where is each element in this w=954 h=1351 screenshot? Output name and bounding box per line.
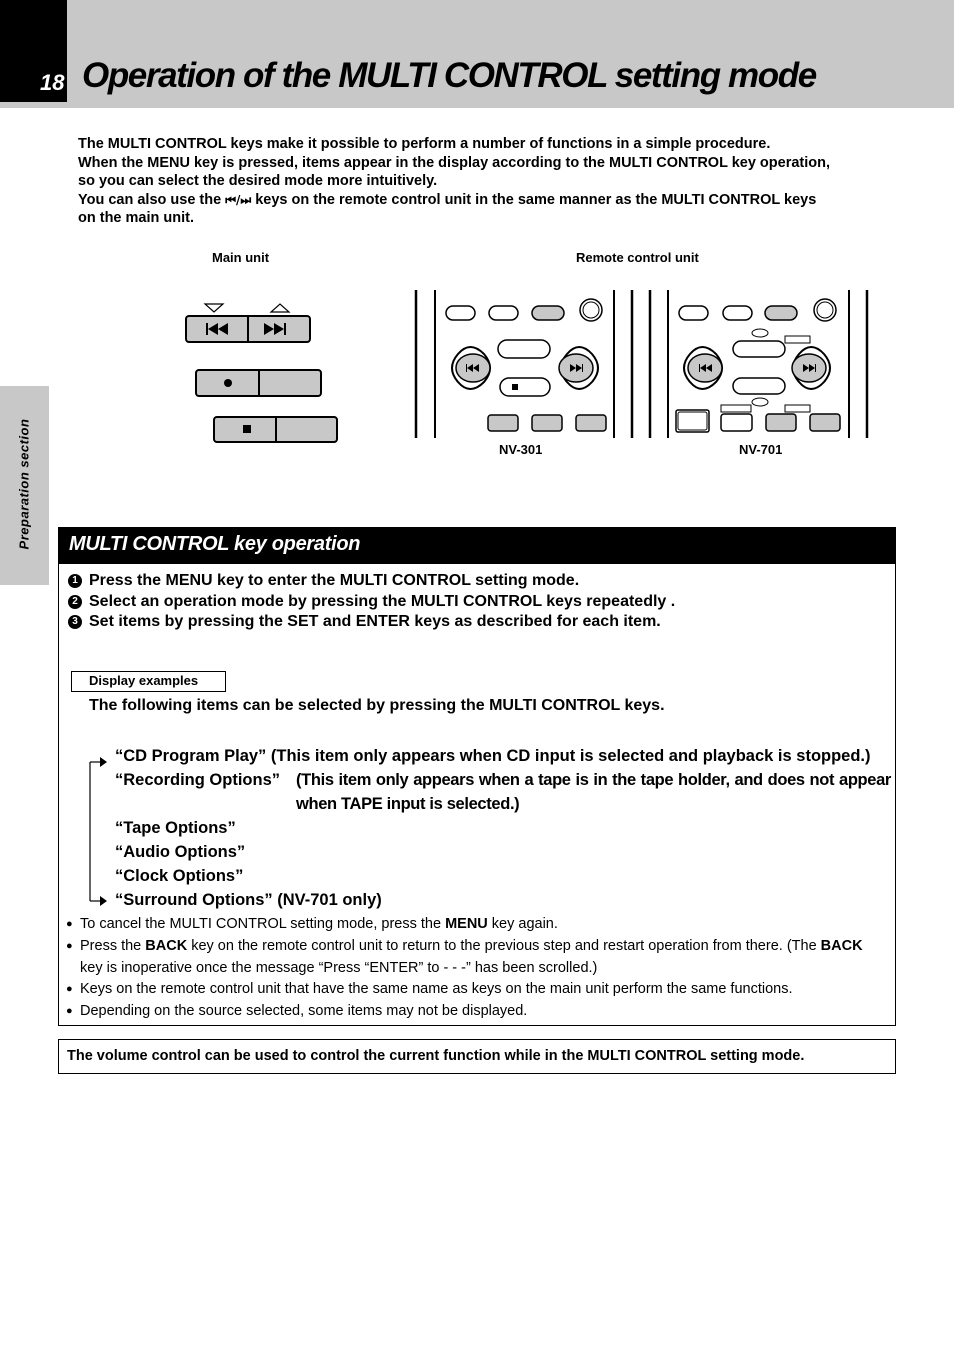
- square-icon: [512, 384, 518, 390]
- menu-item-clock-options: “Clock Options”: [115, 867, 244, 885]
- step-item: [68, 571, 675, 592]
- remote-key[interactable]: [532, 306, 564, 320]
- step-list: [68, 571, 675, 633]
- main-unit-keys: [186, 304, 337, 442]
- remote-key[interactable]: [489, 306, 518, 320]
- remote-control-label: Remote control unit: [576, 250, 699, 265]
- display-examples-label: Display examples: [71, 671, 226, 692]
- bullet-icon: ●: [66, 918, 73, 930]
- skip-keys-glyph: ⏮/⏭: [225, 192, 252, 207]
- model-label-nv301: NV-301: [499, 442, 543, 457]
- remote-nv701: [650, 290, 867, 438]
- remote-key[interactable]: [679, 306, 708, 320]
- menu-item-tape-options: “Tape Options”: [115, 819, 236, 837]
- note-item: ● Keys on the remote control unit that have the same name as keys on the main unit perform the same functions.: [66, 979, 888, 1001]
- step-number: 2: [68, 595, 82, 609]
- side-tab-label: Preparation section: [16, 418, 32, 550]
- remote-key[interactable]: [532, 415, 562, 431]
- remote-key[interactable]: [765, 306, 797, 320]
- bullet-icon: ●: [66, 939, 73, 952]
- step-item: [68, 592, 675, 613]
- intro-line: on the main unit.: [78, 210, 194, 226]
- step-item: [68, 612, 675, 633]
- intro-line: so you can select the desired mode more intuitively.: [78, 173, 438, 189]
- following-items-text: The following items can be selected by pressing the MULTI CONTROL keys.: [89, 697, 665, 714]
- remote-key[interactable]: [488, 415, 518, 431]
- step-text: Select an operation mode by pressing the MULTI CONTROL keys repeatedly .: [89, 592, 676, 610]
- intro-line: When the MENU key is pressed, items appear in the display according to the MULTI CONTROL key operation,: [78, 154, 830, 171]
- remote-key[interactable]: [721, 414, 752, 431]
- page-title: Operation of the MULTI CONTROL setting mode: [82, 56, 816, 95]
- note-item: ● To cancel the MULTI CONTROL setting mode, press the MENU key again.: [66, 914, 888, 936]
- remote-key[interactable]: [766, 414, 796, 431]
- bullet-icon: ●: [66, 983, 73, 996]
- note-item: ● Press the BACK key on the remote control unit to return to the previous step and restart operation from there. (The BACK key is inoperative once the message “Press “ENTER” to - - -” has been scrolled.): [66, 937, 863, 976]
- section-heading-bar: [59, 528, 895, 564]
- step-text: Press the MENU key to enter the MULTI CONTROL setting mode.: [89, 572, 580, 589]
- multi-control-keys-illustration: [0, 0, 954, 470]
- step-text: Set items by pressing the SET and ENTER keys as described for each item.: [89, 613, 661, 630]
- menu-item-surround-options: “Surround Options” (NV-701 only): [115, 891, 382, 909]
- recording-options-note: (This item only appears when a tape is in the tape holder, and does not appear when TAPE input is selected.): [296, 771, 891, 813]
- remote-key[interactable]: [810, 414, 840, 431]
- menu-item-cd-program-play: “CD Program Play” (This item only appears when CD input is selected and playback is stopped.): [115, 747, 871, 765]
- remote-key[interactable]: [576, 415, 606, 431]
- page-number: 18: [40, 70, 65, 95]
- up-triangle-icon: [271, 304, 289, 312]
- volume-note-box: [58, 1039, 896, 1074]
- square-icon: [243, 425, 251, 433]
- notes-list: [66, 914, 888, 1023]
- cycle-arrow-icon: [88, 748, 110, 908]
- remote-key[interactable]: [446, 306, 475, 320]
- dot-icon: [224, 379, 232, 387]
- remote-menu-key[interactable]: [498, 340, 550, 358]
- menu-item-recording-options: “Recording Options” (This item only appears when a tape is in the tape holder, and does not appear when TAPE input is selected.): [115, 768, 871, 816]
- remote-stop-key[interactable]: [500, 378, 550, 396]
- bullet-icon: ●: [66, 1005, 73, 1018]
- menu-item-audio-options: “Audio Options”: [115, 843, 246, 861]
- step-number: 3: [68, 615, 82, 629]
- menu-item-list: [115, 744, 891, 912]
- down-triangle-icon: [205, 304, 223, 312]
- volume-note: The volume control can be used to control the current function while in the MULTI CONTROL setting mode.: [67, 1048, 805, 1064]
- section-heading: MULTI CONTROL key operation: [69, 533, 361, 555]
- model-label-nv701: NV-701: [739, 442, 783, 457]
- remote-menu-key[interactable]: [733, 341, 785, 357]
- note-item: ● Depending on the source selected, some items may not be displayed.: [66, 1001, 888, 1023]
- intro-line: The MULTI CONTROL keys make it possible to perform a number of functions in a simple procedure.: [78, 136, 771, 152]
- intro-line: You can also use the ⏮/⏭ keys on the remote control unit in the same manner as the MULTI CONTROL keys: [78, 191, 817, 208]
- main-unit-label: Main unit: [212, 250, 270, 265]
- remote-nv301: [416, 290, 632, 438]
- remote-key[interactable]: [733, 378, 785, 394]
- remote-key[interactable]: [723, 306, 752, 320]
- remote-key[interactable]: [676, 410, 709, 432]
- step-number: 1: [68, 574, 82, 588]
